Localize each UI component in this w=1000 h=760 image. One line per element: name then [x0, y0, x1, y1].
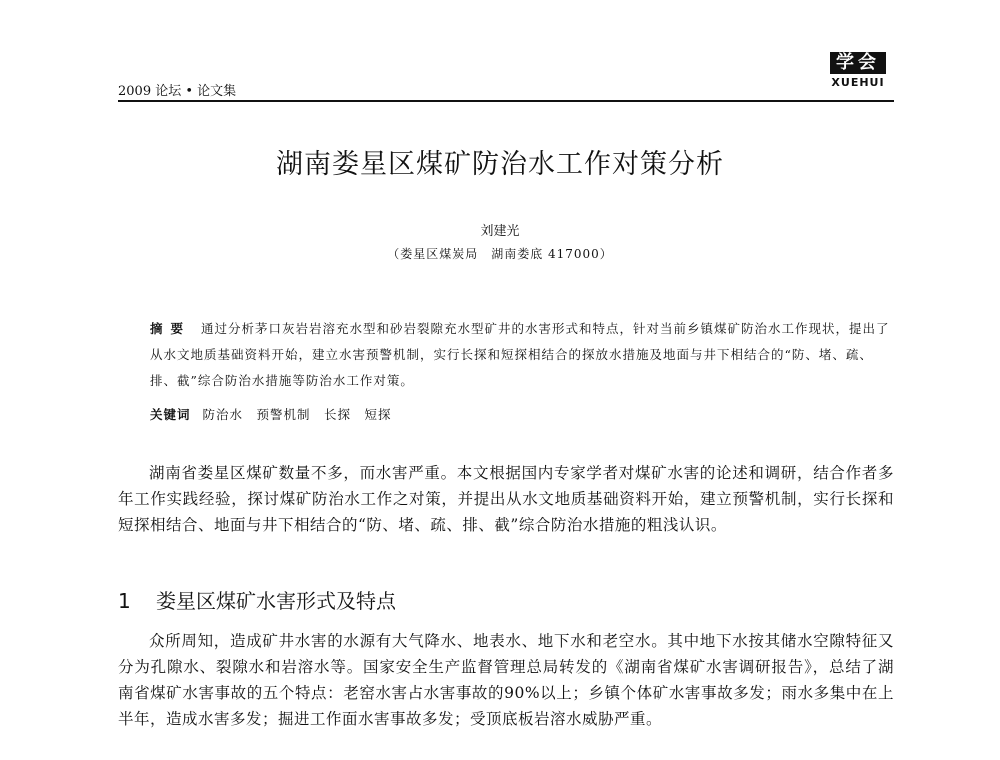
author-name: 刘建光	[480, 224, 520, 239]
keywords-label: 关键词	[150, 407, 191, 422]
abstract	[150, 316, 890, 394]
section-number: 1	[118, 589, 131, 613]
section-paragraph: 众所周知，造成矿井水害的水源有大气降水、地表水、地下水和老空水。其中地下水按其储水空隙特征又分为孔隙水、裂隙水和岩溶水等。国家安全生产监督管理总局转发的《湖南省煤矿水害调研报告》，总结了湖南省煤矿水害事故的五个特点：老窑水害占水害事故的90%以上；乡镇个体矿水害事故多发；雨水多集中在上半年，造成水害多发；掘进工作面水害事故多发；受顶底板岩溶水威胁严重。	[118, 632, 894, 728]
journal-source: 2009 论坛 • 论文集	[118, 84, 237, 99]
keywords	[150, 405, 890, 423]
xuehui-logo	[822, 52, 894, 89]
intro-paragraph: 湖南省娄星区煤矿数量不多，而水害严重。本文根据国内专家学者对煤矿水害的论述和调研，结合作者多年工作实践经验，探讨煤矿防治水工作之对策，并提出从水文地质基础资料开始，建立预警机制，实行长探和短探相结合、地面与井下相结合的“防、堵、疏、排、截”综合防治水措施的粗浅认识。	[118, 464, 894, 534]
abstract-label: 摘要	[150, 321, 192, 336]
paper-title: 湖南娄星区煤矿防治水工作对策分析	[276, 149, 724, 180]
header-divider	[118, 100, 894, 102]
section-title: 娄星区煤矿水害形式及特点	[156, 589, 396, 613]
section-heading	[118, 585, 894, 614]
author-affiliation: （娄星区煤炭局 湖南娄底 417000）	[387, 247, 613, 261]
logo-glyphs: 学会	[830, 52, 886, 74]
logo-text: XUEHUI	[831, 76, 885, 89]
abstract-text: 通过分析茅口灰岩岩溶充水型和砂岩裂隙充水型矿井的水害形式和特点，针对当前乡镇煤矿防治水工作现状，提出了从水文地质基础资料开始，建立水害预警机制，实行长探和短探相结合的探放水措施及地面与井下相结合的“防、堵、疏、排、截”综合防治水措施等防治水工作对策。	[150, 321, 890, 388]
keywords-text: 防治水 预警机制 长探 短探	[202, 407, 392, 422]
